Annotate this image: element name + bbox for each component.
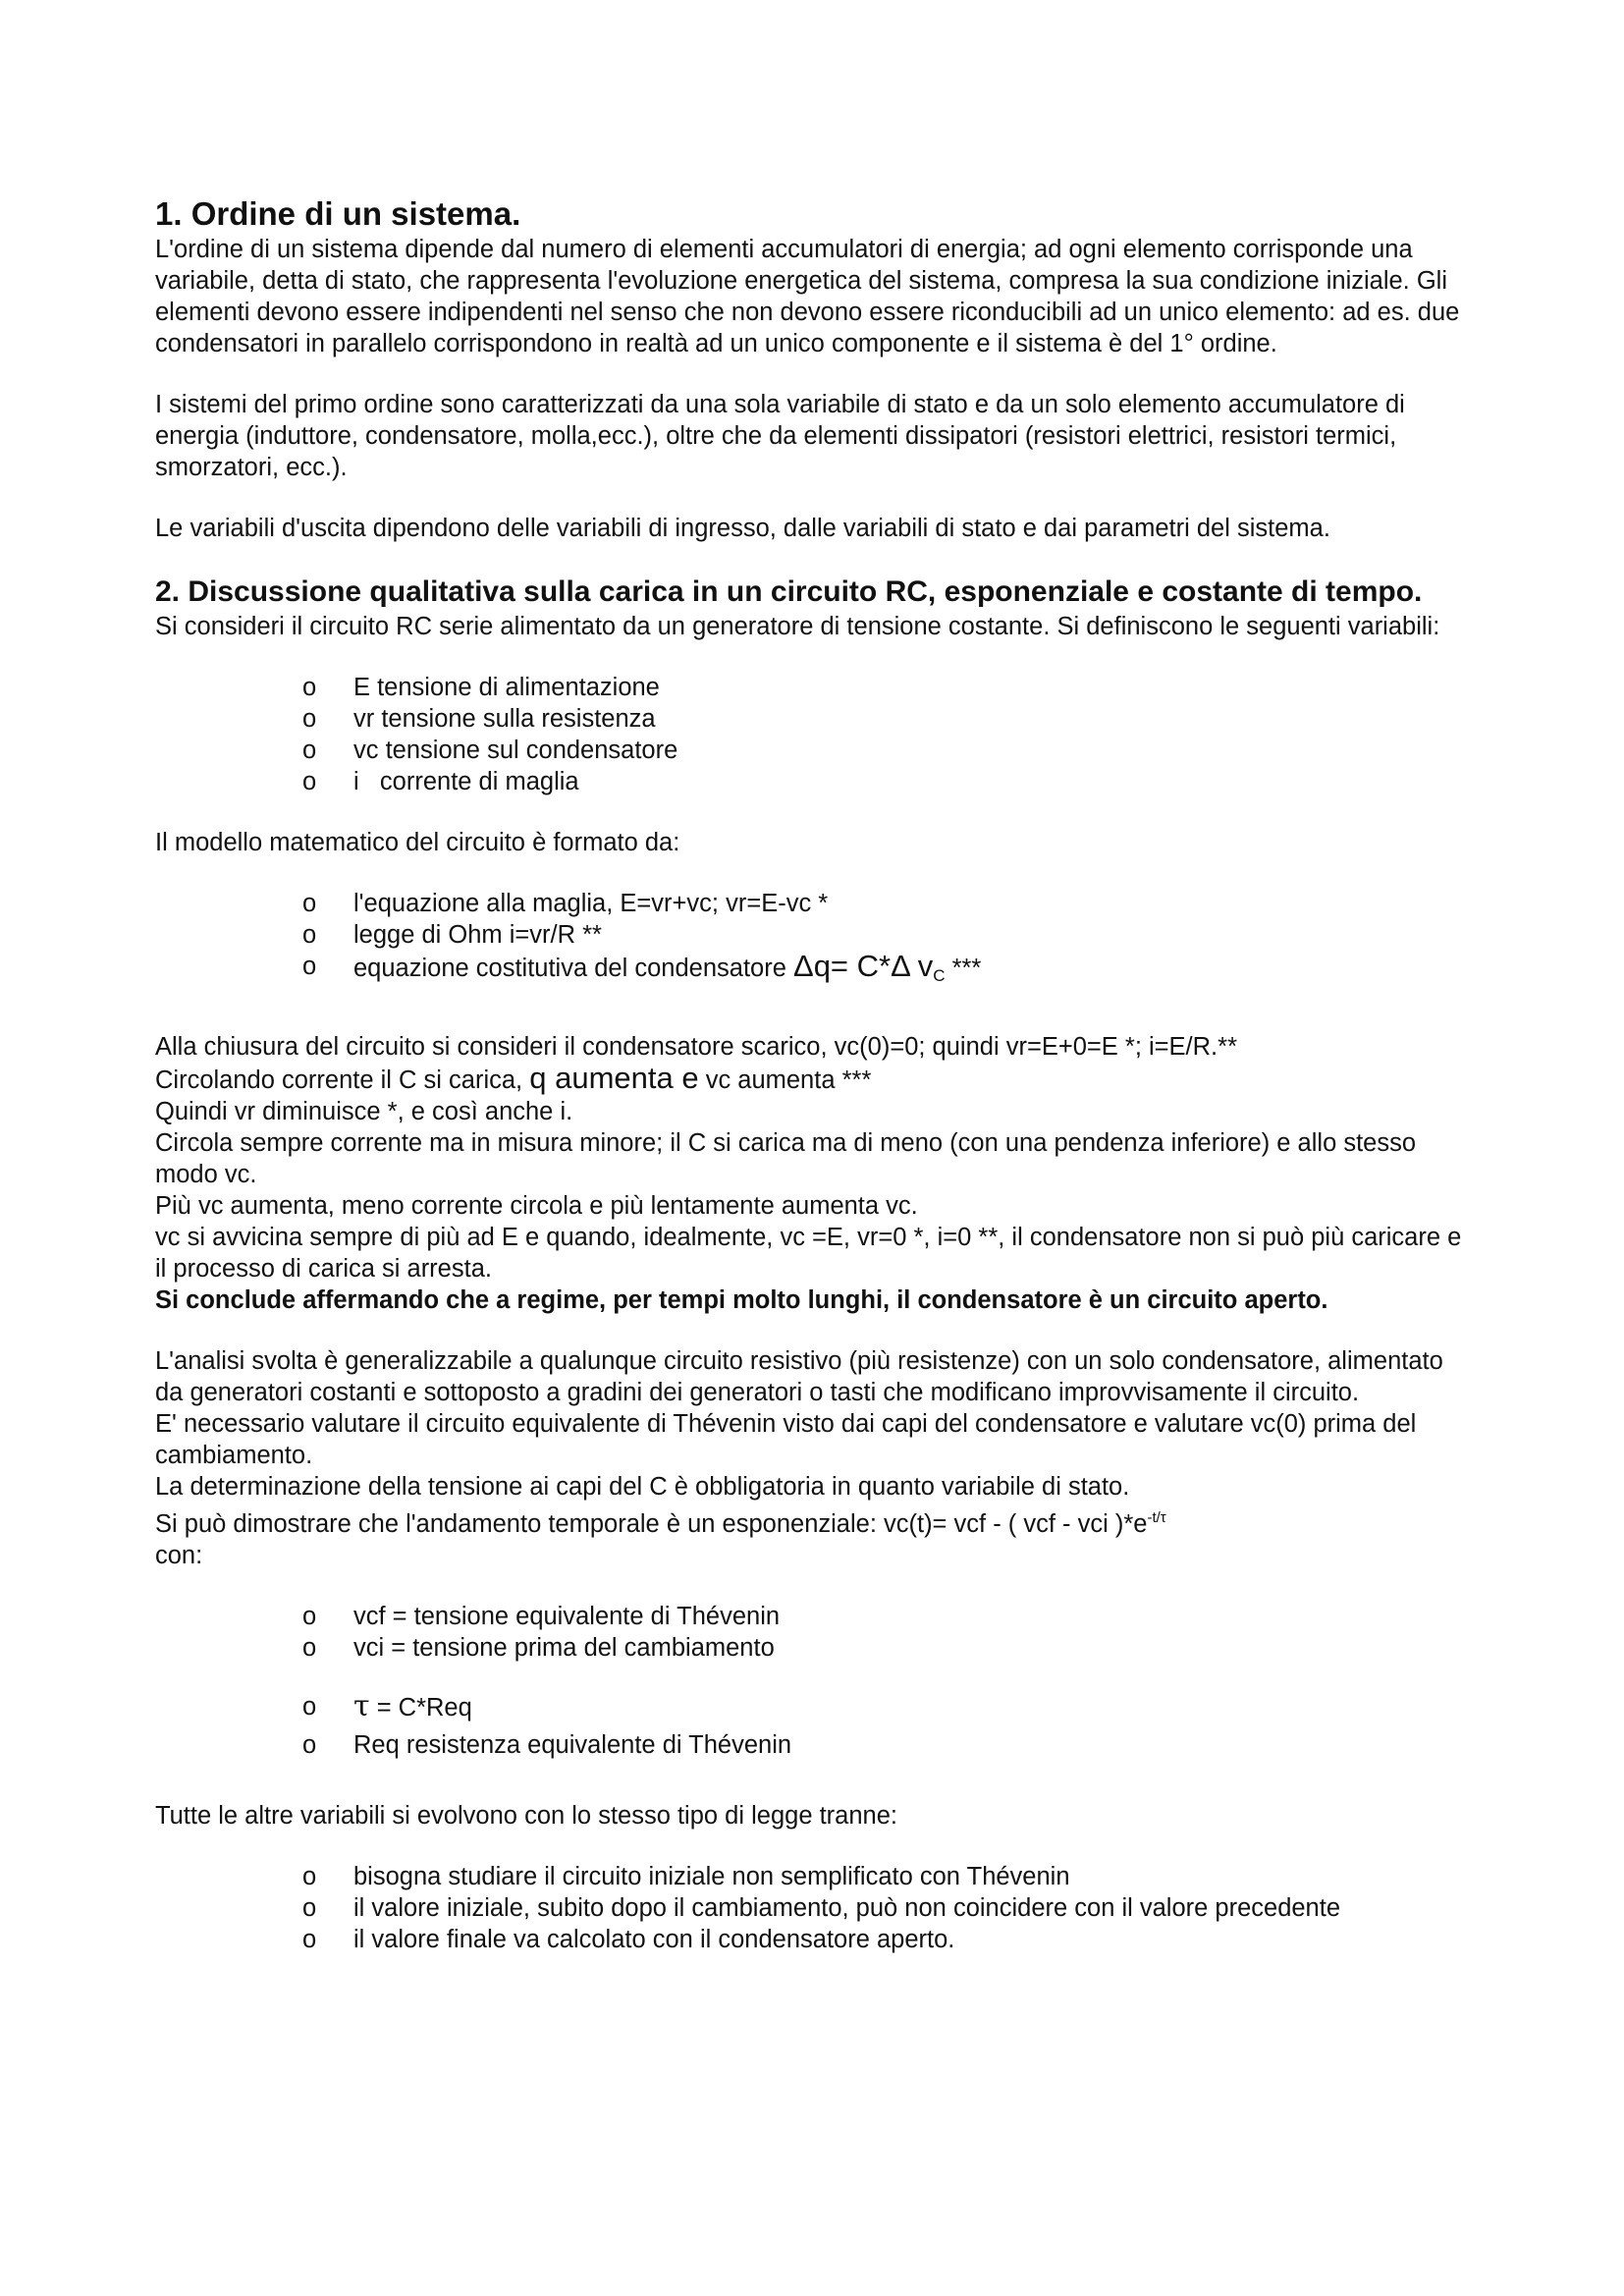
paragraph: con: xyxy=(155,1542,203,1569)
list-item: o bisogna studiare il circuito iniziale non semplificato con Thévenin xyxy=(302,1861,1471,1892)
paragraph: Alla chiusura del circuito si consideri il condensatore scarico, vc(0)=0; quindi vr=E+0=E *; i=E/R.** xyxy=(155,1033,1237,1061)
paragraph: Quindi vr diminuisce *, e così anche i. xyxy=(155,1098,573,1125)
formula-stars: *** xyxy=(945,955,982,982)
text-run-large: q aumenta e xyxy=(529,1061,699,1095)
model-list xyxy=(155,888,1471,992)
paragraph: E' necessario valutare il circuito equivalente di Thévenin visto dai capi del condensatore e valutare vc(0) prima del cambiamento. xyxy=(155,1410,1417,1469)
capacitor-formula: Δq= C*Δ v xyxy=(792,949,934,983)
variables-list xyxy=(155,672,1471,797)
section-1-title: 1. Ordine di un sistema. xyxy=(155,195,521,232)
paragraph: I sistemi del primo ordine sono caratterizzati da una sola variabile di stato e da un solo elemento accumulatore di energia (induttore, condensatore, molla,ecc.), oltre che da elementi dissipatori (resistori elettrici, resistori termici, smorzatori, ecc.). xyxy=(155,391,1405,481)
list-item: o i corrente di maglia xyxy=(302,766,1471,797)
text-run: Circolando corrente il C si carica, xyxy=(155,1066,523,1094)
paragraph: Le variabili d'uscita dipendono delle variabili di ingresso, dalle variabili di stato e dai parametri del sistema. xyxy=(155,515,1330,542)
tau-symbol: τ xyxy=(353,1689,370,1723)
section-2-title: 2. Discussione qualitativa sulla carica in un circuito RC, esponenziale e costante di tempo. xyxy=(155,575,1423,608)
paragraph: vc si avvicina sempre di più ad E e quando, idealmente, vc =E, vr=0 *, i=0 **, il condensatore non si può più caricare e il processo di carica si arresta. xyxy=(155,1224,1462,1283)
list-item: o E tensione di alimentazione xyxy=(302,672,1471,703)
exponential-formula: Si può dimostrare che l'andamento temporale è un esponenziale: vc(t)= vcf - ( vcf - vci )*e xyxy=(155,1510,1148,1538)
paragraph: Tutte le altre variabili si evolvono con lo stesso tipo di legge tranne: xyxy=(155,1802,897,1830)
list-item: o il valore iniziale, subito dopo il cambiamento, può non coincidere con il valore precedente xyxy=(302,1892,1471,1924)
list-item: o vc tensione sul condensatore xyxy=(302,735,1471,766)
paragraph: La determinazione della tensione ai capi del C è obbligatoria in quanto variabile di stato. xyxy=(155,1473,1130,1501)
list-item: o vr tensione sulla resistenza xyxy=(302,703,1471,735)
list-item-text: equazione costitutiva del condensatore xyxy=(353,955,786,982)
list-item: o il valore finale va calcolato con il condensatore aperto. xyxy=(302,1924,1471,1955)
paragraph: Circola sempre corrente ma in misura minore; il C si carica ma di meno (con una pendenza inferiore) e allo stesso modo vc. xyxy=(155,1129,1417,1188)
paragraph: L'analisi svolta è generalizzabile a qualunque circuito resistivo (più resistenze) con un solo condensatore, alimentato da generatori costanti e sottoposto a gradini dei generatori o tasti che modificano improvvisamente il circuito. xyxy=(155,1347,1443,1406)
parameters-list xyxy=(155,1601,1471,1761)
paragraph xyxy=(155,1063,1471,1096)
paragraph: Si consideri il circuito RC serie alimentato da un generatore di tensione costante. Si definiscono le seguenti variabili: xyxy=(155,613,1440,640)
list-item: o Req resistenza equivalente di Thévenin xyxy=(302,1729,1471,1761)
list-item: o vcf = tensione equivalente di Thévenin xyxy=(302,1601,1471,1632)
exceptions-list xyxy=(155,1861,1471,1955)
list-item: o legge di Ohm i=vr/R ** xyxy=(302,919,1471,951)
list-item: o l'equazione alla maglia, E=vr+vc; vr=E-vc * xyxy=(302,888,1471,919)
document-page xyxy=(155,194,1471,1955)
list-item: o vci = tensione prima del cambiamento xyxy=(302,1632,1471,1664)
paragraph xyxy=(155,1503,1471,1540)
paragraph: Più vc aumenta, meno corrente circola e più lentamente aumenta vc. xyxy=(155,1192,918,1220)
paragraph: L'ordine di un sistema dipende dal numero di elementi accumulatori di energia; ad ogni elemento corrisponde una variabile, detta di stato, che rappresenta l'evoluzione energetica del sistema, compresa la sua condizione iniziale. Gli elementi devono essere indipendenti nel senso che non devono essere riconducibili ad un unico elemento: ad es. due condensatori in parallelo corrispondono in realtà ad un unico componente e il sistema è del 1° ordine. xyxy=(155,236,1460,357)
list-item-text: = C*Req xyxy=(369,1694,472,1722)
text-run: vc aumenta *** xyxy=(705,1066,872,1094)
paragraph: Il modello matematico del circuito è formato da: xyxy=(155,829,680,856)
formula-exponent: -t/τ xyxy=(1147,1509,1166,1526)
formula-subscript: C xyxy=(933,966,946,985)
list-item xyxy=(302,951,1471,992)
conclusion: Si conclude affermando che a regime, per tempi molto lunghi, il condensatore è un circuito aperto. xyxy=(155,1286,1328,1314)
list-item xyxy=(302,1691,1471,1723)
